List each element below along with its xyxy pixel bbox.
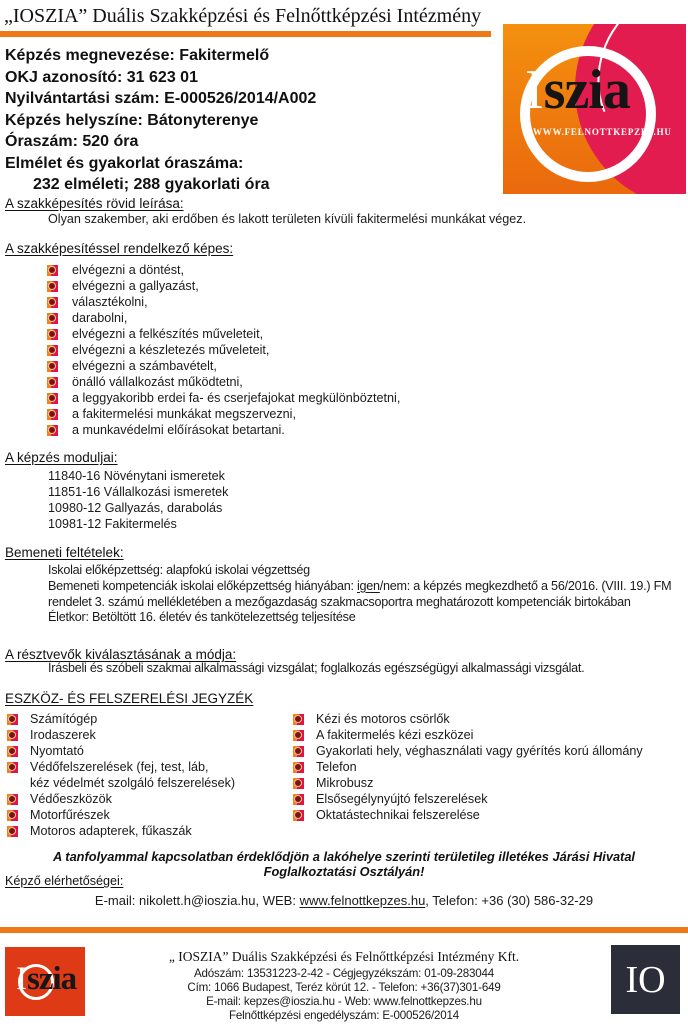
equipment-text: Elsősegélynyújtó felszerelések bbox=[316, 792, 488, 806]
logo-bullet-icon bbox=[293, 794, 304, 805]
equipment-text: Irodaszerek bbox=[30, 728, 96, 742]
module-item: 11851-16 Vállalkozási ismeretek bbox=[48, 485, 229, 499]
logo-bullet-icon bbox=[7, 730, 18, 741]
entry-line-competence bbox=[48, 579, 673, 611]
skill-text: elvégezni a gallyazást, bbox=[72, 279, 199, 293]
list-item bbox=[47, 310, 400, 326]
footer-license-line: Felnőttképzési engedélyszám: E-000526/2014 bbox=[228, 1009, 460, 1022]
logo-bullet-icon bbox=[7, 810, 18, 821]
section-heading-description: A szakképesítés rövid leírása: bbox=[5, 196, 184, 211]
list-item bbox=[47, 342, 400, 358]
logo-wordmark bbox=[525, 60, 630, 120]
logo-bullet-icon bbox=[47, 393, 58, 404]
logo-bullet-icon bbox=[293, 778, 304, 789]
logo-website-text: WWW.FELNOTTKEPZES.HU bbox=[533, 127, 672, 137]
footer-company-block bbox=[0, 949, 688, 1023]
logo-bullet-icon bbox=[7, 794, 18, 805]
logo-bullet-icon bbox=[7, 746, 18, 757]
contact-website-link[interactable]: www.felnottkepzes.hu bbox=[299, 893, 426, 908]
skills-list bbox=[47, 262, 400, 438]
info-line-theory-practice: Elmélet és gyakorlat óraszáma: bbox=[5, 154, 244, 172]
contact-heading: Képző elérhetőségei: bbox=[5, 874, 124, 888]
footer-divider bbox=[0, 927, 688, 933]
ioszia-logo bbox=[503, 24, 686, 194]
footer-logo-letters-szia: szia bbox=[27, 961, 77, 997]
logo-bullet-icon bbox=[7, 714, 18, 725]
equipment-text: Kézi és motoros csörlők bbox=[316, 712, 450, 726]
equipment-text: Mikrobusz bbox=[316, 776, 374, 790]
equipment-text: Oktatástechnikai felszerelése bbox=[316, 808, 480, 822]
skill-text: elvégezni a felkészítés műveleteit, bbox=[72, 327, 264, 341]
list-item bbox=[7, 791, 287, 807]
equipment-text: Motoros adapterek, fűkaszák bbox=[30, 824, 192, 838]
description-text: Olyan szakember, aki erdőben és lakott területen kívüli fakitermelési munkákat végez. bbox=[48, 212, 527, 226]
list-item bbox=[7, 727, 287, 743]
contact-line bbox=[0, 893, 688, 908]
logo-bullet-icon bbox=[47, 425, 58, 436]
footer-io-logo bbox=[611, 945, 680, 1014]
logo-bullet-icon bbox=[47, 265, 58, 276]
training-info-block bbox=[5, 45, 316, 196]
list-item bbox=[47, 358, 400, 374]
footer-io-text: IO bbox=[625, 958, 666, 1001]
section-heading-entry: Bemeneti feltételek: bbox=[5, 545, 124, 560]
list-item bbox=[47, 326, 400, 342]
list-item bbox=[293, 727, 683, 743]
entry-conditions-text bbox=[48, 563, 673, 626]
list-item bbox=[47, 278, 400, 294]
skill-text: elvégezni a készletezés műveleteit, bbox=[72, 343, 270, 357]
section-heading-skills: A szakképesítéssel rendelkező képes: bbox=[5, 241, 234, 256]
job-office-notice: A tanfolyammal kapcsolatban érdeklődjön a lakóhelye szerinti területileg illetékes Járási Hivatal Foglalkoztatási Osztályán! bbox=[52, 849, 635, 879]
contact-email-text: E-mail: nikolett.h@ioszia.hu, WEB: bbox=[94, 893, 300, 908]
list-item bbox=[7, 759, 287, 775]
skill-text: elvégezni a döntést, bbox=[72, 263, 185, 277]
list-item bbox=[293, 743, 683, 759]
modules-list bbox=[48, 468, 228, 532]
footer-tax-line: Adószám: 13531223-2-42 - Cégjegyzékszám: 01-09-283044 bbox=[193, 967, 495, 980]
list-item bbox=[7, 711, 287, 727]
page-title: „IOSZIA” Duális Szakképzési és Felnőttképzési Intézmény bbox=[4, 5, 482, 27]
equipment-text: Számítógép bbox=[30, 712, 98, 726]
section-heading-modules: A képzés moduljai: bbox=[5, 450, 118, 465]
header-divider bbox=[0, 31, 491, 37]
list-item bbox=[7, 743, 287, 759]
equipment-list-left bbox=[7, 711, 287, 839]
logo-bullet-icon bbox=[47, 361, 58, 372]
logo-bullet-icon bbox=[7, 762, 18, 773]
contact-phone-text: , Telefon: +36 (30) 586-32-29 bbox=[425, 893, 594, 908]
logo-bullet-icon bbox=[47, 313, 58, 324]
list-item bbox=[7, 807, 287, 823]
list-item bbox=[47, 262, 400, 278]
list-item bbox=[293, 807, 683, 823]
list-item bbox=[47, 422, 400, 438]
logo-bullet-icon bbox=[293, 762, 304, 773]
logo-bullet-icon bbox=[293, 746, 304, 757]
list-item bbox=[47, 390, 400, 406]
info-line-registry-number: Nyilvántartási szám: E-000526/2014/A002 bbox=[5, 90, 317, 107]
logo-letters-szia: szia bbox=[543, 59, 630, 121]
equipment-list-right bbox=[293, 711, 683, 823]
list-item bbox=[293, 775, 683, 791]
equipment-text: kéz védelmét szolgáló felszerelések) bbox=[30, 776, 236, 790]
logo-bullet-icon bbox=[47, 281, 58, 292]
section-heading-selection: A résztvevők kiválasztásának a módja: bbox=[5, 647, 237, 662]
footer-address-line: Cím: 1066 Budapest, Teréz körút 12. - Telefon: +36(37)301-649 bbox=[187, 981, 501, 994]
entry-line-school: Iskolai előképzettség: alapfokú iskolai végzettség bbox=[48, 563, 310, 577]
info-line-location: Képzés helyszíne: Bátonyterenye bbox=[5, 111, 259, 129]
logo-bullet-icon bbox=[293, 714, 304, 725]
equipment-text: Védőfelszerelések (fej, test, láb, bbox=[30, 760, 209, 774]
entry-competence-yes: igen bbox=[356, 578, 380, 593]
list-item bbox=[47, 294, 400, 310]
list-item-continuation bbox=[7, 775, 287, 791]
info-line-okj-id: OKJ azonosító: 31 623 01 bbox=[5, 68, 198, 86]
list-item bbox=[293, 759, 683, 775]
logo-bullet-icon bbox=[47, 297, 58, 308]
equipment-text: Nyomtató bbox=[30, 744, 84, 758]
section-heading-equipment: ESZKÖZ- ÉS FELSZERELÉSI JEGYZÉK bbox=[5, 691, 254, 706]
list-item bbox=[47, 374, 400, 390]
equipment-text: Védőeszközök bbox=[30, 792, 112, 806]
info-line-theory-practice-hours: 232 elméleti; 288 gyakorlati óra bbox=[33, 176, 270, 193]
equipment-text: Gyakorlati hely, véghasználati vagy gyérítés korú állomány bbox=[316, 744, 643, 758]
footer-email-line: E-mail: kepzes@ioszia.hu - Web: www.felnottkepzes.hu bbox=[206, 995, 482, 1008]
equipment-text: Motorfűrészek bbox=[30, 808, 110, 822]
skill-text: a munkavédelmi előírásokat betartani. bbox=[72, 423, 285, 437]
entry-line-age: Életkor: Betöltött 16. életév és tankötelezettség teljesítése bbox=[48, 610, 356, 625]
module-item: 10980-12 Gallyazás, darabolás bbox=[48, 501, 223, 515]
logo-bullet-icon bbox=[293, 730, 304, 741]
logo-bullet-icon bbox=[47, 409, 58, 420]
footer-company-name: „ IOSZIA” Duális Szakképzési és Felnőttképzési Intézmény Kft. bbox=[168, 949, 520, 964]
list-item bbox=[293, 711, 683, 727]
module-item: 11840-16 Növénytani ismeretek bbox=[48, 469, 225, 483]
skill-text: a leggyakoribb erdei fa- és cserjefajokat megkülönböztetni, bbox=[72, 391, 401, 405]
logo-bullet-icon bbox=[47, 345, 58, 356]
info-line-hours: Óraszám: 520 óra bbox=[5, 133, 139, 150]
skill-text: önálló vállalkozást működtetni, bbox=[72, 375, 243, 389]
logo-letter-i: I bbox=[525, 59, 544, 121]
module-item: 10981-12 Fakitermelés bbox=[48, 517, 177, 531]
skill-text: választékolni, bbox=[72, 295, 148, 309]
list-item bbox=[47, 406, 400, 422]
equipment-text: A fakitermelés kézi eszközei bbox=[316, 728, 474, 742]
logo-bullet-icon bbox=[293, 810, 304, 821]
skill-text: a fakitermelési munkákat megszervezni, bbox=[72, 407, 296, 421]
skill-text: darabolni, bbox=[72, 311, 128, 325]
entry-competence-pre: Bemeneti kompetenciák iskolai előképzettség hiányában: bbox=[48, 578, 357, 593]
list-item bbox=[293, 791, 683, 807]
skill-text: elvégezni a számbavételt, bbox=[72, 359, 217, 373]
footer-logo-letter-i: I bbox=[16, 961, 27, 997]
equipment-text: Telefon bbox=[316, 760, 357, 774]
logo-bullet-icon bbox=[47, 377, 58, 388]
logo-bullet-icon bbox=[7, 826, 18, 837]
list-item bbox=[7, 823, 287, 839]
selection-method-text: Írásbeli és szóbeli szakmai alkalmassági vizsgálat; foglalkozás egészségügyi alkalmassági vizsgálat. bbox=[48, 661, 585, 675]
logo-bullet-icon bbox=[47, 329, 58, 340]
entry-competence-post: /nem: a képzés megkezdhető a 56/2016. (VIII. 19.) FM rendelet 3. számú mellékletében a mezőgazdaság szakmacsoportra meghatározott kompetenciák birtokában bbox=[48, 578, 672, 609]
info-line-course-name: Képzés megnevezése: Fakitermelő bbox=[5, 47, 270, 64]
